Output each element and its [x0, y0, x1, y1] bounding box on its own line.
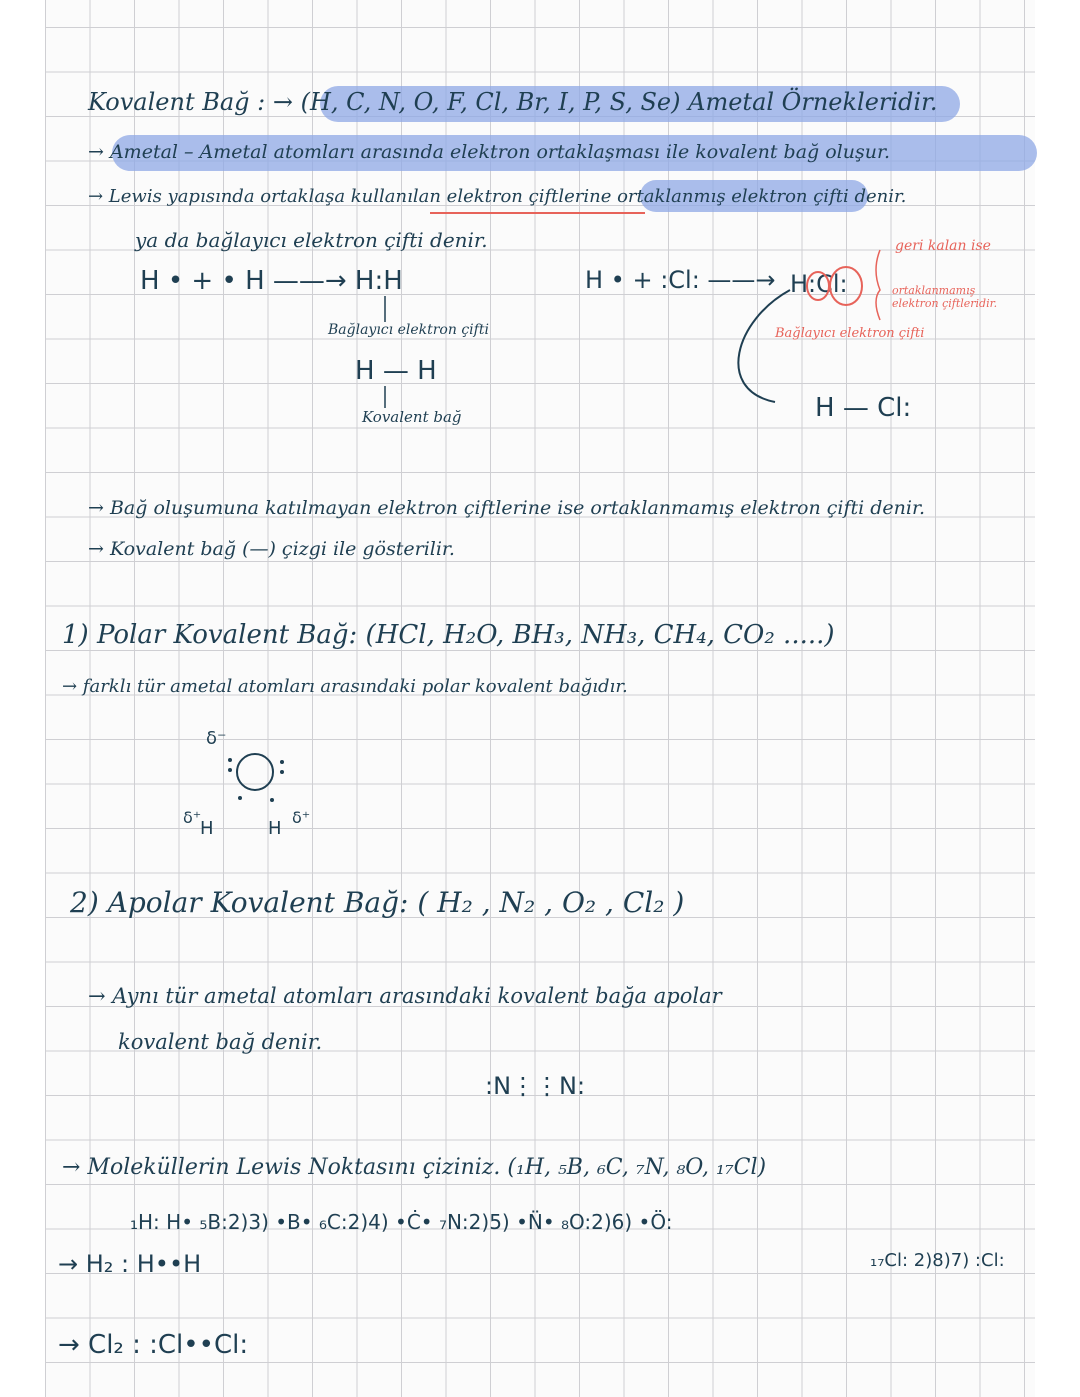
water-oxygen-circle [237, 754, 273, 790]
delta-plus-left: δ⁺ [183, 808, 202, 827]
line-bagliyici: ya da bağlayıcı elektron çifti denir. [135, 228, 488, 252]
polar-description: → farklı tür ametal atomları arasındaki polar kovalent bağıdır. [62, 676, 628, 697]
page-title: Kovalent Bağ : → (H, C, N, O, F, Cl, Br, I, P, S, Se) Ametal Örnekleridir. [88, 88, 938, 116]
delta-minus: δ⁻ [206, 728, 227, 749]
lewis-title: → Moleküllerin Lewis Noktasını çiziniz. (₁H, ₅B, ₆C, ₇N, ₈O, ₁₇Cl) [62, 1155, 767, 1180]
red-note-bagliyici: Bağlayıcı elektron çifti [775, 326, 925, 341]
circle-shared-pair [807, 272, 829, 300]
apolar-description-1: → Aynı tür ametal atomları arasındaki kovalent bağa apolar [88, 984, 722, 1008]
curved-arrow-hcl [738, 290, 790, 402]
n2-lewis: :N⋮⋮N: [485, 1072, 586, 1100]
lewis-electron-row: ₁H: H• ₅B:2)3) •B• ₆C:2)4) •Ċ• ₇N:2)5) •N̈• ₈O:2)6) •Ö: [130, 1210, 673, 1234]
lewis-cl: ₁₇Cl: 2)8)7) :Cl: [870, 1250, 1005, 1271]
h2-bagliyici-label: Bağlayıcı elektron çifti [328, 322, 489, 338]
lewis-h2: → H₂ : H••H [58, 1250, 202, 1278]
hcl-product: H:Cl: [790, 270, 848, 298]
h2-equation: H • + • H ——→ H:H [140, 266, 403, 296]
brace-red [876, 250, 880, 320]
h2-kovalent-bag-label: Kovalent bağ [362, 408, 462, 426]
apolar-title: 2) Apolar Kovalent Bağ: ( H₂ , N₂ , O₂ , Cl₂ ) [70, 886, 685, 919]
hcl-line-structure: H — Cl: [815, 393, 912, 423]
water-h-right: H [268, 818, 282, 839]
line-kovalent-cizgi: → Kovalent bağ (—) çizgi ile gösterilir. [88, 538, 455, 560]
circle-lone-pairs [830, 267, 862, 305]
water-h-left: H [200, 818, 214, 839]
line-bag-olusumu: → Bağ oluşumuna katılmayan elektron çiftlerine ise ortaklanmamış elektron çifti denir. [88, 497, 926, 519]
red-note-ortaklanmamis: ortaklanmamış elektron çiftleridir. [892, 284, 998, 310]
line-ametal-ametal: → Ametal – Ametal atomları arasında elektron ortaklaşması ile kovalent bağ oluşur. [88, 141, 890, 163]
red-note-geri-kalan: geri kalan ise [895, 238, 991, 254]
delta-plus-right: δ⁺ [292, 808, 311, 827]
hcl-equation: H • + :Cl: ——→ [585, 266, 776, 294]
h2-line-structure: H — H [355, 356, 437, 386]
line-lewis-yapisi: → Lewis yapısında ortaklaşa kullanılan elektron çiftlerine ortaklanmış elektron çifti denir. [88, 186, 907, 207]
polar-title: 1) Polar Kovalent Bağ: (HCl, H₂O, BH₃, NH₃, CH₄, CO₂ .....) [62, 620, 835, 650]
lewis-cl2: → Cl₂ : :Cl••Cl: [58, 1330, 249, 1360]
apolar-description-2: kovalent bağ denir. [118, 1030, 323, 1054]
